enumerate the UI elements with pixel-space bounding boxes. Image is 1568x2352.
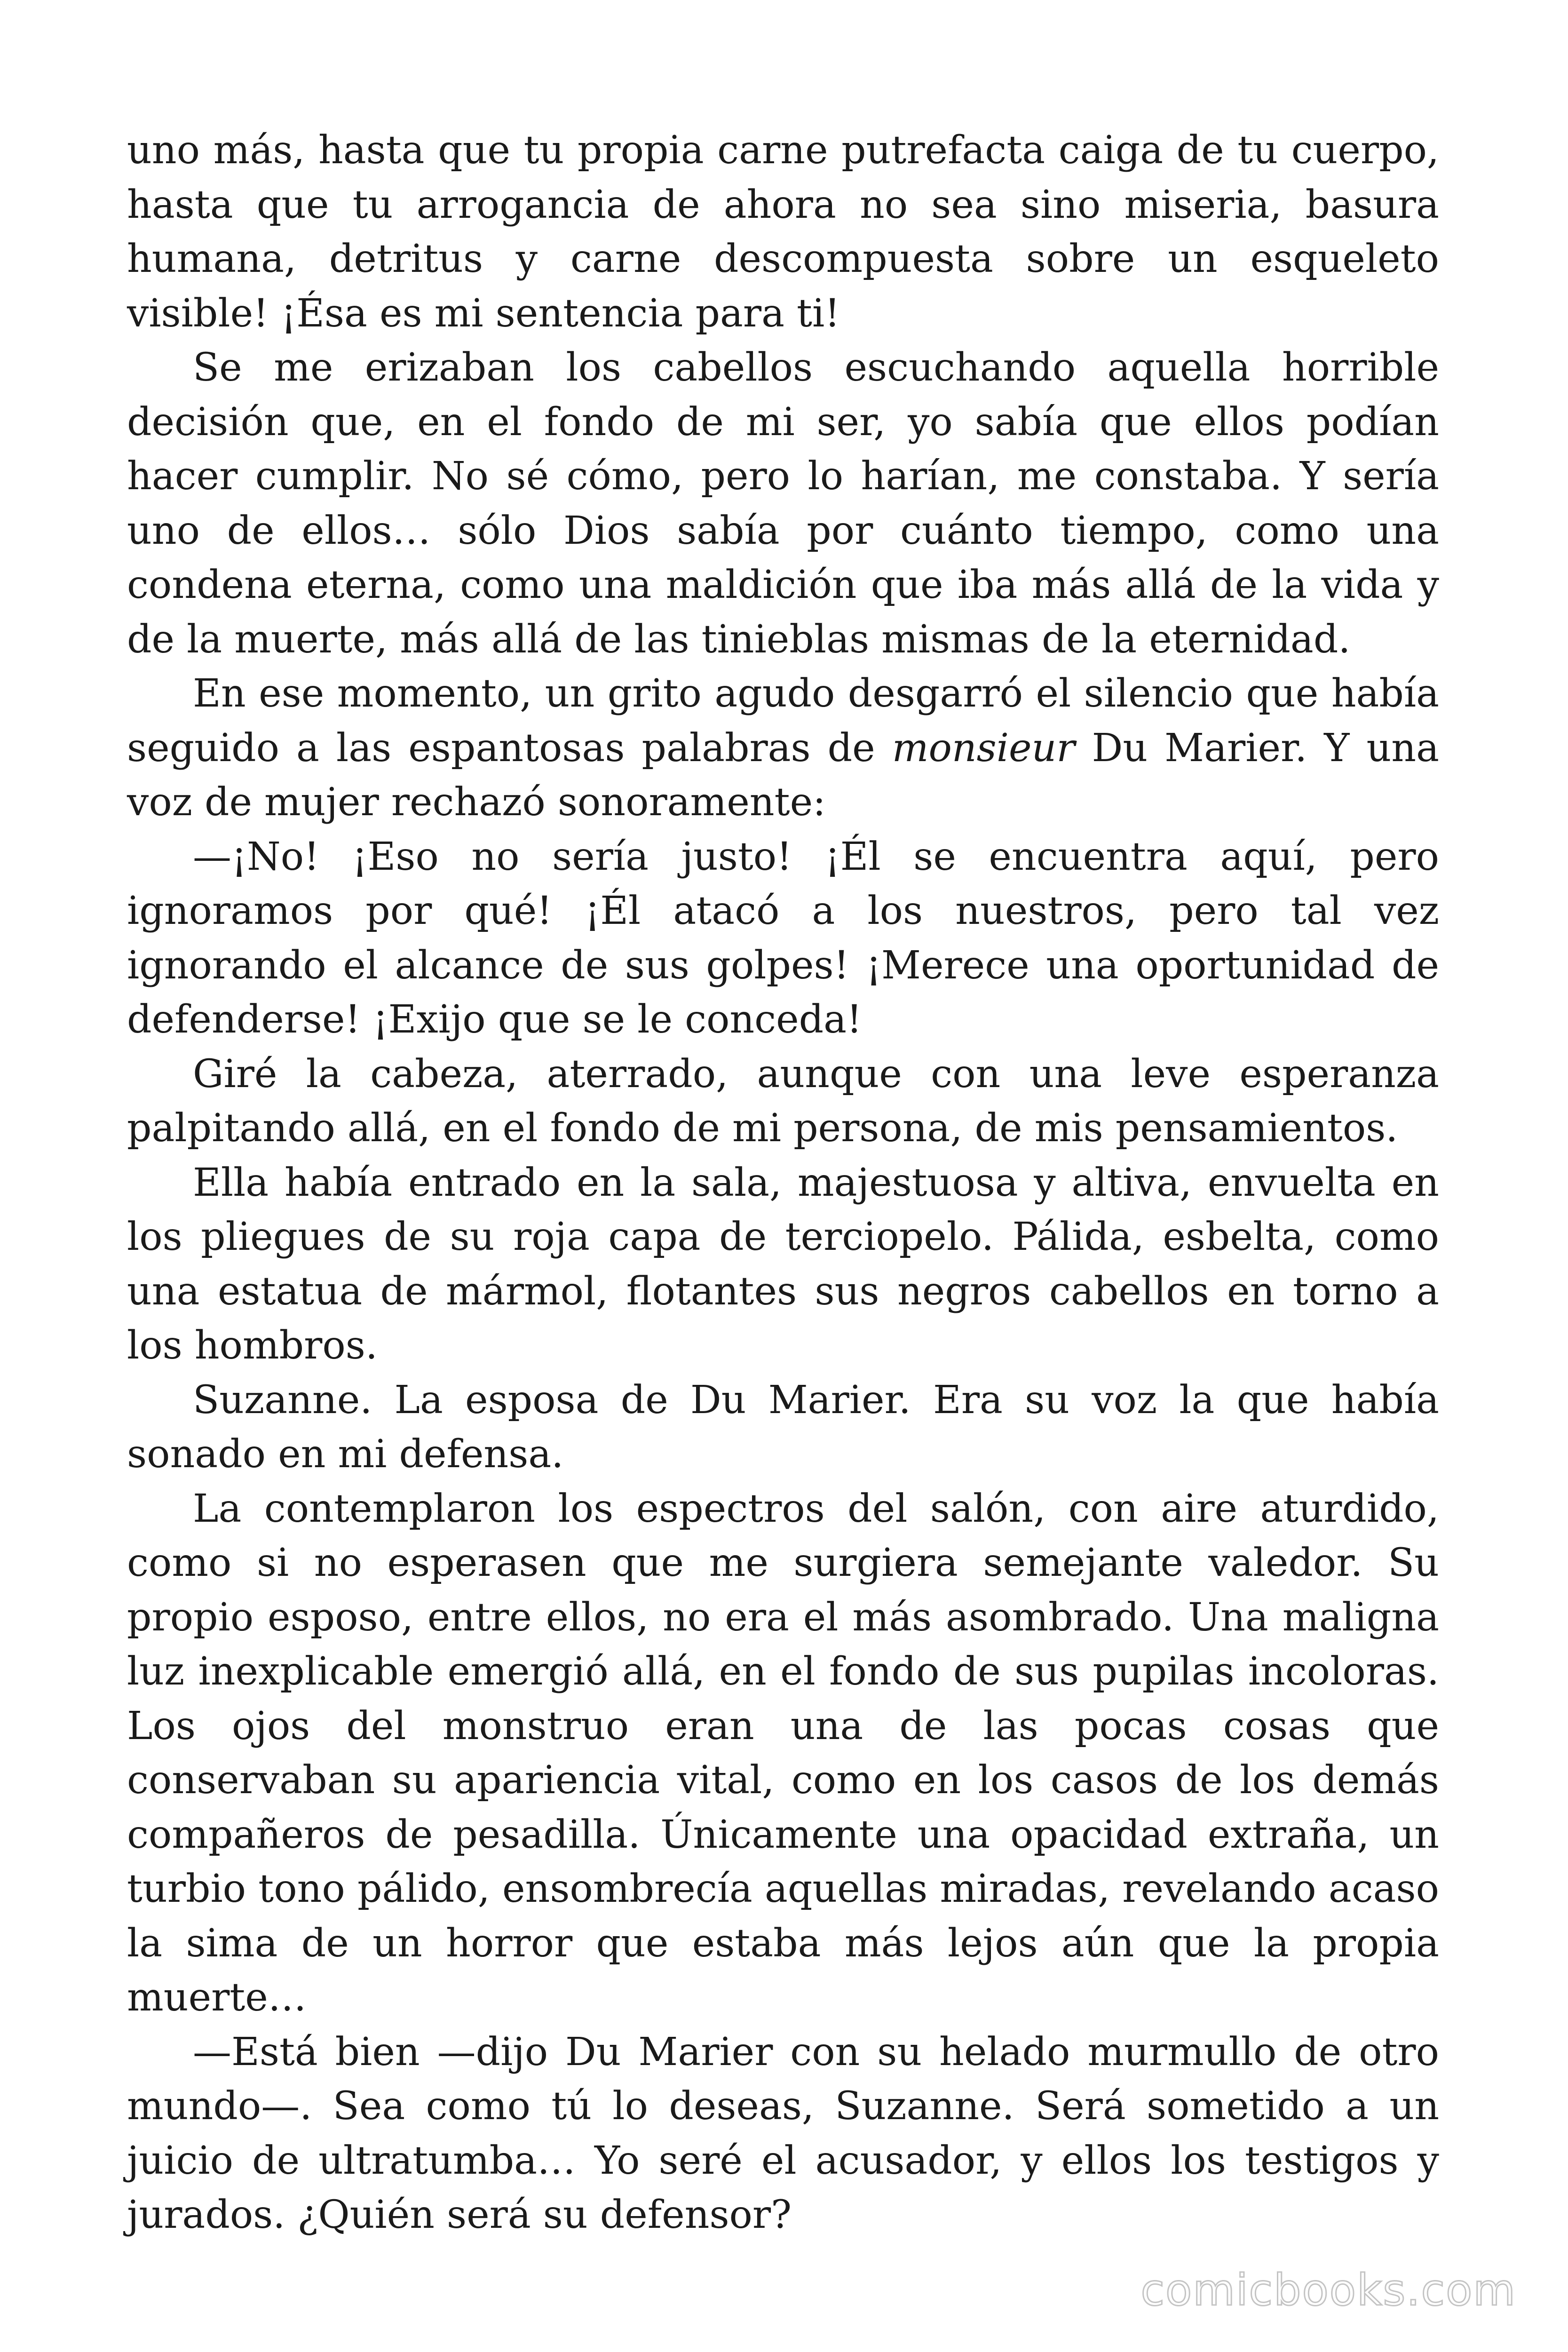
- paragraph-2: Se me erizaban los cabellos escuchando aquella horrible decisión que, en el fondo de mi ser, yo sabía que ellos podían hacer cumplir. No sé cómo, pero lo harían, me constaba. Y sería uno de ellos… sólo Dios sabía por cuánto tiempo, como una condena eterna, como una maldición que iba más allá de la vida y de la muerte, más allá de las tinieblas mismas de la eternidad.: [127, 345, 1439, 662]
- paragraph-3-end: Du Marier. Y una voz de mujer rechazó sonoramente:: [127, 725, 1439, 825]
- paragraph-3: [127, 667, 1439, 830]
- paragraph-6: Ella había entrado en la sala, majestuosa y altiva, envuelta en los pliegues de su roja capa de terciopelo. Pálida, esbelta, como una estatua de mármol, flotantes sus negros cabellos en torno a los hombros.: [127, 1160, 1439, 1368]
- paragraph-8: La contemplaron los espectros del salón, con aire aturdido, como si no esperasen que me surgiera semejante valedor. Su propio esposo, entre ellos, no era el más asombrado. Una maligna luz inexplicable emergió allá, en el fondo de sus pupilas incoloras. Los ojos del monstruo eran una de las pocas cosas que conservaban su apariencia vital, como en los casos de los demás compañeros de pesadilla. Únicamente una opacidad extraña, un turbio tono pálido, ensombrecía aquellas miradas, revelando acaso la sima de un horror que estaba más lejos aún que la propia muerte…: [127, 1486, 1439, 2020]
- paragraph-5: Giré la cabeza, aterrado, aunque con una leve esperanza palpitando allá, en el fondo de mi persona, de mis pensamientos.: [127, 1051, 1439, 1151]
- book-page-body: [127, 123, 1439, 2242]
- italic-word: monsieur: [892, 725, 1075, 771]
- paragraph-4: —¡No! ¡Eso no sería justo! ¡Él se encuentra aquí, pero ignoramos por qué! ¡Él atacó a los nuestros, pero tal vez ignorando el alcance de sus golpes! ¡Merece una oportunidad de defenderse! ¡Exijo que se le conceda!: [127, 834, 1439, 1042]
- paragraph-7: Suzanne. La esposa de Du Marier. Era su voz la que había sonado en mi defensa.: [127, 1377, 1439, 1477]
- paragraph-3-start: En ese momento, un grito agudo desgarró el silencio que había seguido a las espantosas palabras de: [127, 671, 1439, 771]
- paragraph-1: uno más, hasta que tu propia carne putrefacta caiga de tu cuerpo, hasta que tu arrogancia de ahora no sea sino miseria, basura humana, detritus y carne descompuesta sobre un esqueleto visible! ¡Ésa es mi sentencia para ti!: [127, 128, 1439, 336]
- paragraph-9: —Está bien —dijo Du Marier con su helado murmullo de otro mundo—. Sea como tú lo deseas, Suzanne. Será sometido a un juicio de ultratumba… Yo seré el acusador, y ellos los testigos y jurados. ¿Quién será su defensor?: [127, 2029, 1439, 2237]
- watermark-logo: comicbooks.com: [1140, 2265, 1516, 2315]
